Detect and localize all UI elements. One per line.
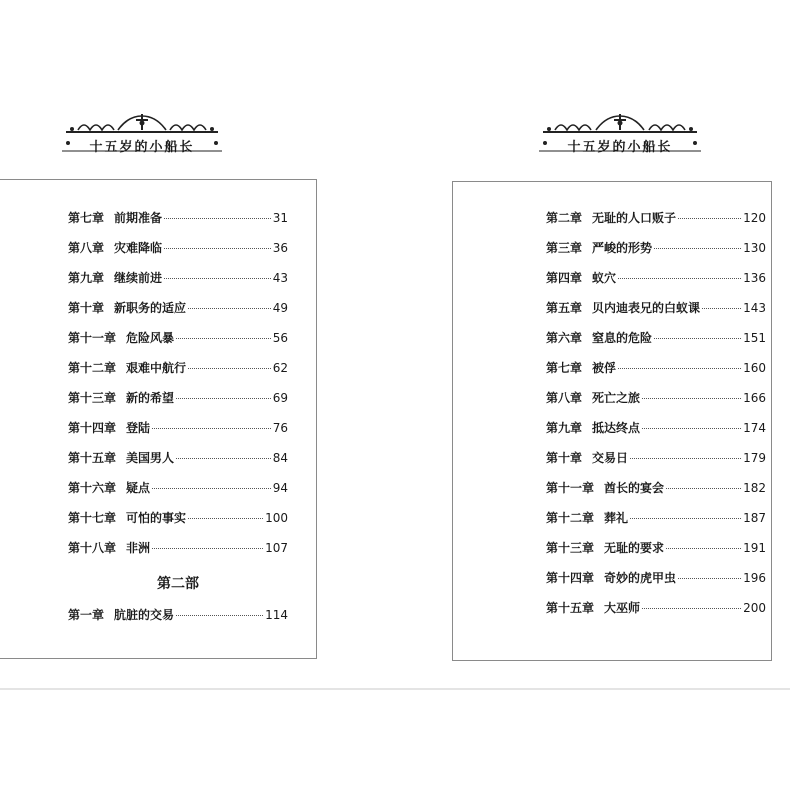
page-number: 166 xyxy=(743,391,766,405)
chapter-title: 交易日 xyxy=(592,451,629,465)
chapter-number: 第二章 xyxy=(546,211,583,225)
dot-leader xyxy=(176,338,271,339)
toc-entry xyxy=(68,449,288,479)
chapter-title: 肮脏的交易 xyxy=(114,608,175,622)
chapter-number: 第十三章 xyxy=(68,391,117,405)
dot-leader xyxy=(188,308,271,309)
toc-entry xyxy=(546,329,766,359)
chapter-number: 第十一章 xyxy=(68,331,117,345)
toc-entry xyxy=(546,569,766,599)
right-toc-list xyxy=(546,209,766,629)
dot-leader xyxy=(188,368,271,369)
toc-entry xyxy=(68,239,288,269)
dot-leader xyxy=(666,488,741,489)
dot-leader xyxy=(618,278,741,279)
chapter-title: 登陆 xyxy=(126,421,151,435)
right-page-header xyxy=(535,112,705,158)
page-number: 151 xyxy=(743,331,766,345)
chapter-title: 死亡之旅 xyxy=(592,391,641,405)
dot-leader xyxy=(678,218,741,219)
chapter-number: 第五章 xyxy=(546,301,583,315)
chapter-number: 第十四章 xyxy=(546,571,595,585)
chapter-title: 前期准备 xyxy=(114,211,163,225)
chapter-number: 第十三章 xyxy=(546,541,595,555)
chapter-number: 第十二章 xyxy=(68,361,117,375)
chapter-number: 第十六章 xyxy=(68,481,117,495)
chapter-title: 危险风暴 xyxy=(126,331,175,345)
chapter-number: 第十一章 xyxy=(546,481,595,495)
dot-leader xyxy=(176,398,271,399)
toc-entry xyxy=(546,299,766,329)
toc-entry xyxy=(546,239,766,269)
dot-leader xyxy=(618,368,741,369)
dot-leader xyxy=(702,308,741,309)
chapter-number: 第七章 xyxy=(546,361,583,375)
dot-leader xyxy=(164,248,271,249)
chapter-title: 疑点 xyxy=(126,481,151,495)
page-number: 200 xyxy=(743,601,766,615)
dot-leader xyxy=(678,578,741,579)
chapter-title: 灾难降临 xyxy=(114,241,163,255)
page-number: 36 xyxy=(272,241,288,255)
chapter-title: 新的希望 xyxy=(126,391,175,405)
toc-entry xyxy=(68,606,288,636)
chapter-number: 第十七章 xyxy=(68,511,117,525)
chapter-title: 葬礼 xyxy=(604,511,629,525)
dot-leader xyxy=(642,608,741,609)
page-number: 187 xyxy=(743,511,766,525)
page-number: 160 xyxy=(743,361,766,375)
dot-leader xyxy=(630,458,741,459)
dot-leader xyxy=(152,488,271,489)
page-number: 56 xyxy=(272,331,288,345)
toc-entry xyxy=(546,389,766,419)
dot-leader xyxy=(176,615,263,616)
toc-entry xyxy=(546,359,766,389)
dot-leader xyxy=(642,398,741,399)
page-number: 62 xyxy=(272,361,288,375)
chapter-number: 第十章 xyxy=(68,301,105,315)
header-title: 十五岁的小船长 xyxy=(567,140,673,155)
chapter-title: 艰难中航行 xyxy=(126,361,187,375)
chapter-number: 第十章 xyxy=(546,451,583,465)
part2-toc-list xyxy=(68,606,288,636)
toc-entry xyxy=(546,539,766,569)
chapter-title: 被俘 xyxy=(592,361,617,375)
chapter-title: 大巫师 xyxy=(604,601,641,615)
chapter-title: 继续前进 xyxy=(114,271,163,285)
page-number: 120 xyxy=(743,211,766,225)
toc-entry xyxy=(546,269,766,299)
page-number: 107 xyxy=(265,541,288,555)
header-title: 十五岁的小船长 xyxy=(89,140,195,155)
page-number: 179 xyxy=(743,451,766,465)
toc-entry xyxy=(68,269,288,299)
page-number: 174 xyxy=(743,421,766,435)
page-number: 76 xyxy=(272,421,288,435)
page-number: 100 xyxy=(265,511,288,525)
chapter-number: 第三章 xyxy=(546,241,583,255)
toc-entry xyxy=(68,329,288,359)
toc-entry xyxy=(546,479,766,509)
page-number: 94 xyxy=(272,481,288,495)
chapter-number: 第八章 xyxy=(68,241,105,255)
page-number: 69 xyxy=(272,391,288,405)
toc-entry xyxy=(68,539,288,569)
chapter-title: 奇妙的虎甲虫 xyxy=(604,571,677,585)
chapter-number: 第九章 xyxy=(68,271,105,285)
chapter-number: 第十二章 xyxy=(546,511,595,525)
dot-leader xyxy=(152,548,263,549)
chapter-number: 第十五章 xyxy=(68,451,117,465)
toc-entry xyxy=(546,509,766,539)
chapter-title: 窒息的危险 xyxy=(592,331,653,345)
dot-leader xyxy=(176,458,271,459)
dot-leader xyxy=(152,428,271,429)
chapter-title: 新职务的适应 xyxy=(114,301,187,315)
dot-leader xyxy=(164,278,271,279)
dot-leader xyxy=(188,518,263,519)
chapter-number: 第九章 xyxy=(546,421,583,435)
toc-entry xyxy=(546,419,766,449)
toc-entry xyxy=(68,359,288,389)
chapter-title: 严峻的形势 xyxy=(592,241,653,255)
page-number: 31 xyxy=(272,211,288,225)
toc-entry xyxy=(68,479,288,509)
left-page-header xyxy=(58,112,226,158)
dot-leader xyxy=(654,338,741,339)
dot-leader xyxy=(654,248,741,249)
chapter-number: 第十八章 xyxy=(68,541,117,555)
chapter-title: 可怕的事实 xyxy=(126,511,187,525)
chapter-number: 第七章 xyxy=(68,211,105,225)
page-number: 136 xyxy=(743,271,766,285)
chapter-number: 第十四章 xyxy=(68,421,117,435)
toc-entry xyxy=(68,209,288,239)
page-number: 130 xyxy=(743,241,766,255)
page-number: 49 xyxy=(272,301,288,315)
toc-entry xyxy=(68,299,288,329)
chapter-number: 第六章 xyxy=(546,331,583,345)
chapter-number: 第八章 xyxy=(546,391,583,405)
chapter-title: 无耻的要求 xyxy=(604,541,665,555)
chapter-number: 第四章 xyxy=(546,271,583,285)
chapter-title: 蚁穴 xyxy=(592,271,617,285)
chapter-number: 第十五章 xyxy=(546,601,595,615)
chapter-title: 抵达终点 xyxy=(592,421,641,435)
chapter-title: 酋长的宴会 xyxy=(604,481,665,495)
toc-entry xyxy=(68,509,288,539)
page-number: 182 xyxy=(743,481,766,495)
toc-entry xyxy=(546,209,766,239)
page-number: 143 xyxy=(743,301,766,315)
left-toc-list xyxy=(68,209,288,569)
page-number: 84 xyxy=(272,451,288,465)
chapter-title: 无耻的人口贩子 xyxy=(592,211,677,225)
page-edge-divider xyxy=(0,688,790,690)
chapter-number: 第一章 xyxy=(68,608,105,622)
toc-entry xyxy=(68,389,288,419)
page-number: 191 xyxy=(743,541,766,555)
dot-leader xyxy=(164,218,271,219)
toc-entry xyxy=(546,449,766,479)
chapter-title: 非洲 xyxy=(126,541,151,555)
dot-leader xyxy=(666,548,741,549)
dot-leader xyxy=(642,428,741,429)
page-number: 196 xyxy=(743,571,766,585)
page-number: 43 xyxy=(272,271,288,285)
chapter-title: 贝内迪表兄的白蚁课 xyxy=(592,301,701,315)
toc-entry xyxy=(546,599,766,629)
page-number: 114 xyxy=(265,608,288,622)
toc-entry xyxy=(68,419,288,449)
part-heading: 第二部 xyxy=(157,576,199,592)
dot-leader xyxy=(630,518,741,519)
chapter-title: 美国男人 xyxy=(126,451,175,465)
